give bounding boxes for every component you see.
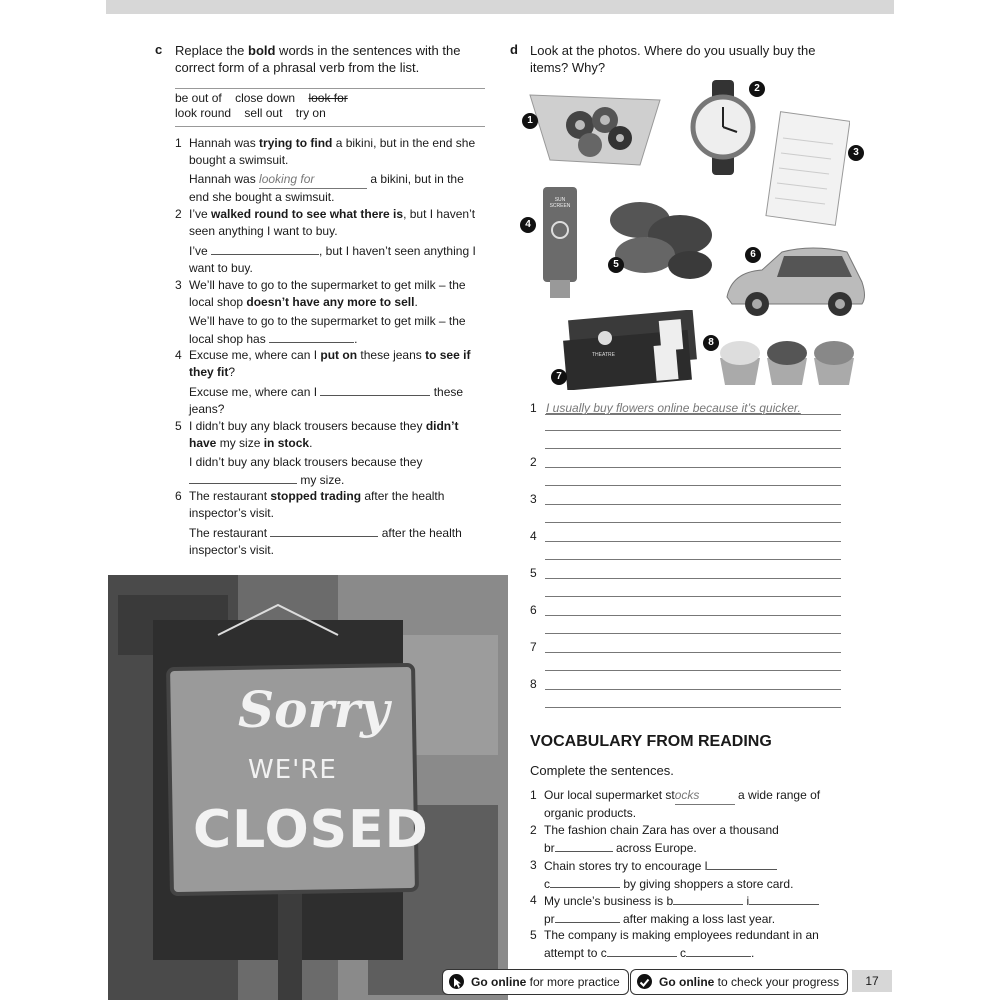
- sign-sorry-text: Sorry: [238, 680, 390, 739]
- flowers-photo: [520, 80, 670, 170]
- answer-number: 7: [530, 640, 537, 654]
- answer-number: 8: [530, 677, 537, 691]
- sign-closed-text: CLOSED: [193, 800, 429, 860]
- answer-line[interactable]: [545, 467, 841, 468]
- example-answer: I usually buy flowers online because it’s quicker.: [546, 401, 801, 415]
- answer-field[interactable]: [189, 471, 297, 484]
- answer-line[interactable]: [545, 615, 841, 616]
- closed-sign-photo: [108, 575, 508, 1000]
- answer-field[interactable]: [555, 910, 620, 923]
- photo-number-7: 7: [551, 369, 567, 385]
- cupcakes-photo: [715, 333, 860, 388]
- word-item: be out of: [175, 91, 222, 105]
- answer-number: 4: [530, 529, 537, 543]
- ticket-label: THEATRE: [592, 352, 615, 358]
- answer-line[interactable]: [545, 541, 841, 542]
- question-5: 5 I didn’t buy any black trousers because they didn’t have my size in stock. I didn’t buy any black trousers because they my size.: [175, 419, 459, 487]
- answer-line[interactable]: [545, 504, 841, 505]
- answer-line[interactable]: [545, 559, 841, 560]
- closed-sign-illustration: [108, 575, 508, 1000]
- answer-field[interactable]: [270, 524, 378, 537]
- answer-field[interactable]: [749, 892, 819, 905]
- top-bar: [106, 0, 894, 14]
- answer-line[interactable]: [545, 670, 841, 671]
- answer-field[interactable]: [607, 944, 677, 957]
- section-d-letter: d: [510, 42, 518, 57]
- photo-number-5: 5: [608, 257, 624, 273]
- question-4: 4 Excuse me, where can I put on these jeans to see if they fit? Excuse me, where can I these jeans?: [175, 348, 471, 416]
- tickets-photo: [560, 310, 700, 390]
- answer-line[interactable]: [545, 430, 841, 431]
- answer-line[interactable]: [545, 596, 841, 597]
- word-item: sell out: [244, 106, 283, 120]
- answer-field[interactable]: [686, 944, 751, 957]
- answer-field[interactable]: [320, 383, 430, 396]
- photo-number-4: 4: [520, 217, 536, 233]
- vocab-item-5: 5 The company is making employees redundant in an attempt to c c .: [530, 928, 819, 960]
- vocab-title: VOCABULARY FROM READING: [530, 733, 772, 750]
- vocab-instruction: Complete the sentences.: [530, 763, 674, 778]
- answer-line[interactable]: [545, 652, 841, 653]
- answer-number: 2: [530, 455, 537, 469]
- section-d-instruction: Look at the photos. Where do you usually buy the items? Why?: [530, 43, 816, 75]
- vocab-item-4: 4 My uncle’s business is b i pr after making a loss last year.: [530, 892, 830, 928]
- answer-field[interactable]: ocks: [675, 787, 735, 805]
- answer-field[interactable]: [550, 875, 620, 888]
- answer-field[interactable]: [211, 242, 319, 255]
- question-6: 6 The restaurant stopped trading after the health inspector’s visit. The restaurant after the health inspector’s visit.: [175, 489, 462, 557]
- section-c-letter: c: [155, 42, 163, 57]
- word-item-crossed: look for: [308, 91, 348, 105]
- word-item: look round: [175, 106, 232, 120]
- answer-number: 3: [530, 492, 537, 506]
- sign-were-text: WE'RE: [248, 755, 337, 785]
- answer-line[interactable]: [545, 633, 841, 634]
- answer-field[interactable]: [269, 330, 354, 343]
- word-item: close down: [235, 91, 296, 105]
- page-number: 17: [852, 970, 892, 992]
- question-3: 3 We’ll have to go to the supermarket to get milk – the local shop doesn’t have any more to sell. We’ll have to go to the supermarket to get milk – the local shop has .: [175, 278, 466, 346]
- cursor-icon: [449, 974, 464, 989]
- photo-number-3: 3: [848, 145, 864, 161]
- checkmark-icon: [637, 974, 652, 989]
- vocab-item-2: 2 The fashion chain Zara has over a thousand br across Europe.: [530, 823, 779, 855]
- photo-number-6: 6: [745, 247, 761, 263]
- answer-line[interactable]: [545, 448, 841, 449]
- answer-line[interactable]: [545, 689, 841, 690]
- answer-number: 6: [530, 603, 537, 617]
- answer-line[interactable]: [545, 578, 841, 579]
- photo-number-1: 1: [522, 113, 538, 129]
- answer-line[interactable]: [545, 414, 841, 415]
- notepad-photo: [765, 108, 850, 228]
- question-2: 2 I’ve walked round to see what there is, but I haven’t seen anything I want to buy. I’ve , but I haven’t seen anything I want to buy.: [175, 207, 476, 275]
- section-c-instruction: Replace the bold words in the sentences with the correct form of a phrasal verb from the list.: [175, 43, 461, 75]
- vocab-item-3: 3 Chain stores try to encourage l c by giving shoppers a store card.: [530, 858, 794, 891]
- sunscreen-label: SUN SCREEN: [549, 197, 571, 209]
- answer-field[interactable]: [673, 892, 743, 905]
- go-online-progress-button[interactable]: Go online to check your progress: [630, 969, 848, 995]
- answer-number: 5: [530, 566, 537, 580]
- answer-line[interactable]: [545, 522, 841, 523]
- answer-line[interactable]: [545, 707, 841, 708]
- answer-line[interactable]: [545, 485, 841, 486]
- answer-number: 1: [530, 401, 537, 415]
- word-list-box: [175, 88, 485, 127]
- question-1: 1 Hannah was trying to find a bikini, but in the end she bought a swimsuit. Hannah was looking for a bikini, but in the end she bought a swimsuit.: [175, 136, 476, 204]
- photo-number-8: 8: [703, 335, 719, 351]
- word-item: try on: [295, 106, 326, 120]
- answer-field[interactable]: looking for: [259, 171, 367, 189]
- photo-number-2: 2: [749, 81, 765, 97]
- answer-field[interactable]: [707, 857, 777, 870]
- answer-field[interactable]: [555, 839, 613, 852]
- vocab-item-1: 1 Our local supermarket stocks a wide range of organic products.: [530, 788, 821, 820]
- go-online-practice-button[interactable]: Go online for more practice: [442, 969, 629, 995]
